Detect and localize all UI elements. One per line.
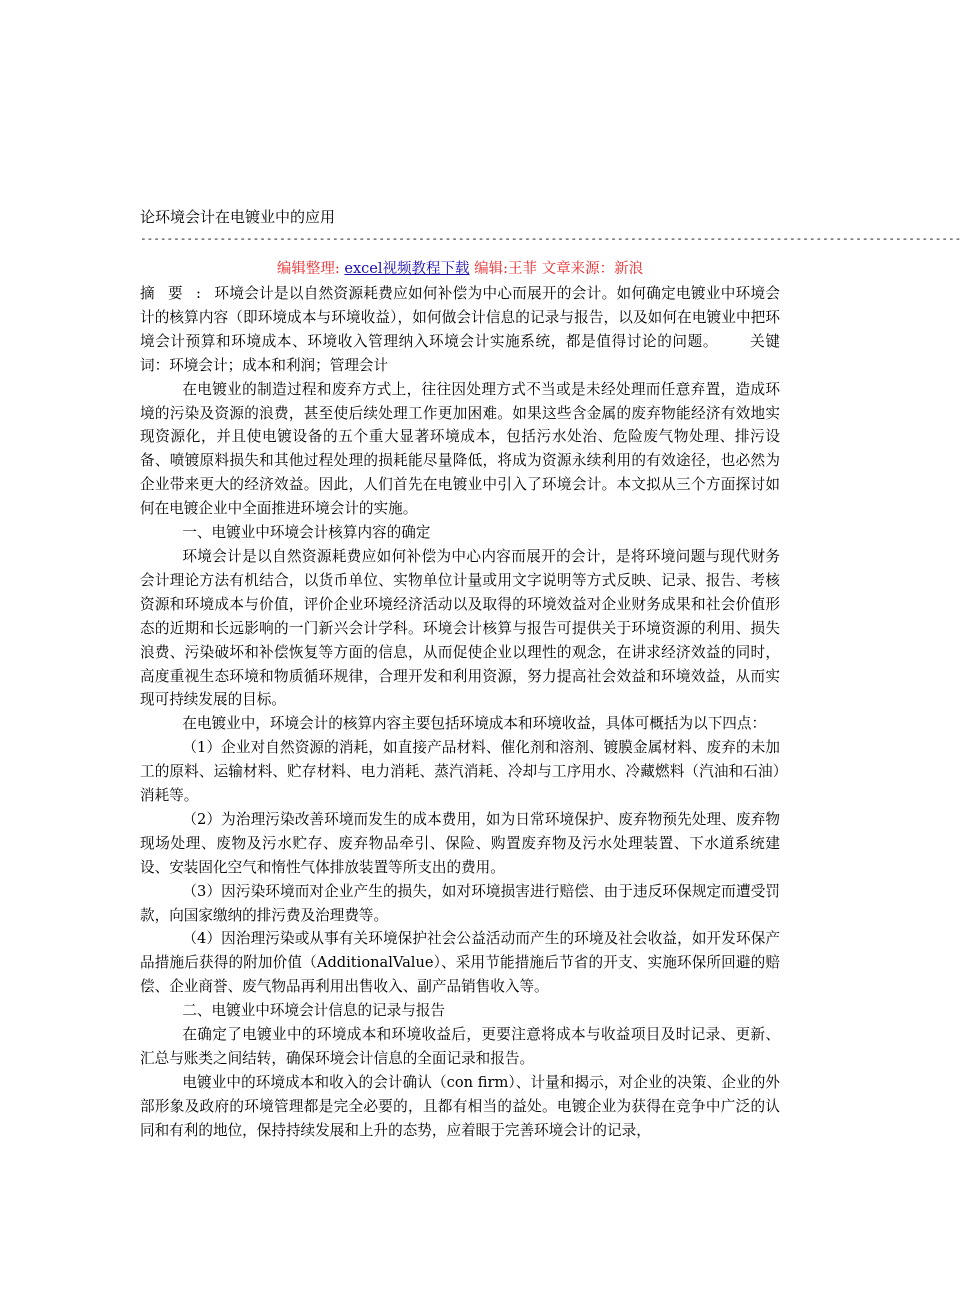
dashed-divider: ---------------------------------------------------------------------------------------------------------------------------- — [140, 232, 961, 245]
article-title: 论环境会计在电镀业中的应用 — [140, 208, 336, 226]
body-paragraph: （2）为治理污染改善环境而发生的成本费用，如为日常环境保护、废弃物预先处理、废弃物现场处理、废物及污水贮存、废弃物品牵引、保险、购置废弃物及污水处理装置、下水道系统建设、安装固化空气和惰性气体排放装置等所支出的费用。 — [140, 810, 780, 876]
body-paragraph: 环境会计是以自然资源耗费应如何补偿为中心内容而展开的会计，是将环境问题与现代财务会计理论方法有机结合，以货币单位、实物单位计量或用文字说明等方式反映、记录、报告、考核资源和环境成本与价值，评价企业环境经济活动以及取得的环境效益对企业财务成果和社会价值形态的近期和长远影响的一门新兴会计学科。环境会计核算与报告可提供关于环境资源的利用、损失浪费、污染破坏和补偿恢复等方面的信息，从而促使企业以理性的观念，在讲求经济效益的同时，高度重视生态环境和物质循环规律，合理开发和利用资源，努力提高社会效益和环境效益，从而实现可持续发展的目标。 — [140, 547, 780, 709]
credit-line — [140, 258, 780, 280]
excel-tutorial-link[interactable]: excel视频教程下载 — [344, 261, 470, 277]
body-paragraph: 在电镀业中，环境会计的核算内容主要包括环境成本和环境收益，具体可概括为以下四点： — [182, 715, 767, 733]
abstract-text: 环境会计是以自然资源耗费应如何补偿为中心而展开的会计。如何确定电镀业中环境会计的核算内容（即环境成本与环境收益），如何做会计信息的记录与报告，以及如何在电镀业中把环境会计预算和环境成本、环境收入管理纳入环境会计实施系统，都是值得讨论的问题。 — [140, 285, 780, 350]
body-paragraph: 电镀业中的环境成本和收入的会计确认（con firm）、计量和揭示，对企业的决策、企业的外部形象及政府的环境管理都是完全必要的，且都有相当的益处。电镀企业为获得在竞争中广泛的认同和有利的地位，保持持续发展和上升的态势，应着眼于完善环境会计的记录， — [140, 1073, 780, 1139]
body-paragraph: （1）企业对自然资源的消耗，如直接产品材料、催化剂和溶剂、镀膜金属材料、废弃的未加工的原料、运输材料、贮存材料、电力消耗、蒸汽消耗、冷却与工序用水、冷藏燃料（汽油和石油）消耗等。 — [140, 739, 780, 805]
abstract-paragraph — [140, 282, 780, 378]
body-paragraph: 在确定了电镀业中的环境成本和环境收益后，更要注意将成本与收益项目及时记录、更新、汇总与账类之间结转，确保环境会计信息的全面记录和报告。 — [140, 1026, 780, 1067]
body-paragraph: （4）因治理污染或从事有关环境保护社会公益活动而产生的环境及社会收益，如开发环保产品措施后获得的附加价值（AdditionalValue）、采用节能措施后节省的开支、实施环保所回避的赔偿、企业商誉、废气物品再利用出售收入、副产品销售收入等。 — [140, 930, 780, 996]
body-paragraph: 在电镀业的制造过程和废弃方式上，往往因处理方式不当或是未经处理而任意弃置，造成环境的污染及资源的浪费，甚至使后续处理工作更加困难。如果这些含金属的废弃物能经济有效地实现资源化，并且使电镀设备的五个重大显著环境成本，包括污水处治、危险废气物处理、排污设备、喷镀原料损失和其他过程处理的损耗能尽量降低，将成为资源永续利用的有效途径，也必然为企业带来更大的经济效益。因此，人们首先在电镀业中引入了环境会计。本文拟从三个方面探讨如何在电镀企业中全面推进环境会计的实施。 — [140, 380, 780, 518]
credit-prefix: 编辑整理: — [276, 261, 345, 277]
body-paragraph: （3）因污染环境而对企业产生的损失，如对环境损害进行赔偿、由于违反环保规定而遭受罚款，向国家缴纳的排污费及治理费等。 — [140, 882, 780, 924]
keywords: 关键词：环境会计；成本和利润；管理会计 — [140, 332, 780, 374]
body-paragraph: 一、电镀业中环境会计核算内容的确定 — [182, 524, 431, 542]
article-body — [140, 282, 780, 1143]
body-paragraph: 二、电镀业中环境会计信息的记录与报告 — [182, 1002, 446, 1020]
abstract-label: 摘要: — [140, 285, 215, 302]
credit-editor-source: 编辑:王菲 文章来源：新浪 — [469, 261, 644, 277]
paragraph-list — [140, 378, 780, 1143]
